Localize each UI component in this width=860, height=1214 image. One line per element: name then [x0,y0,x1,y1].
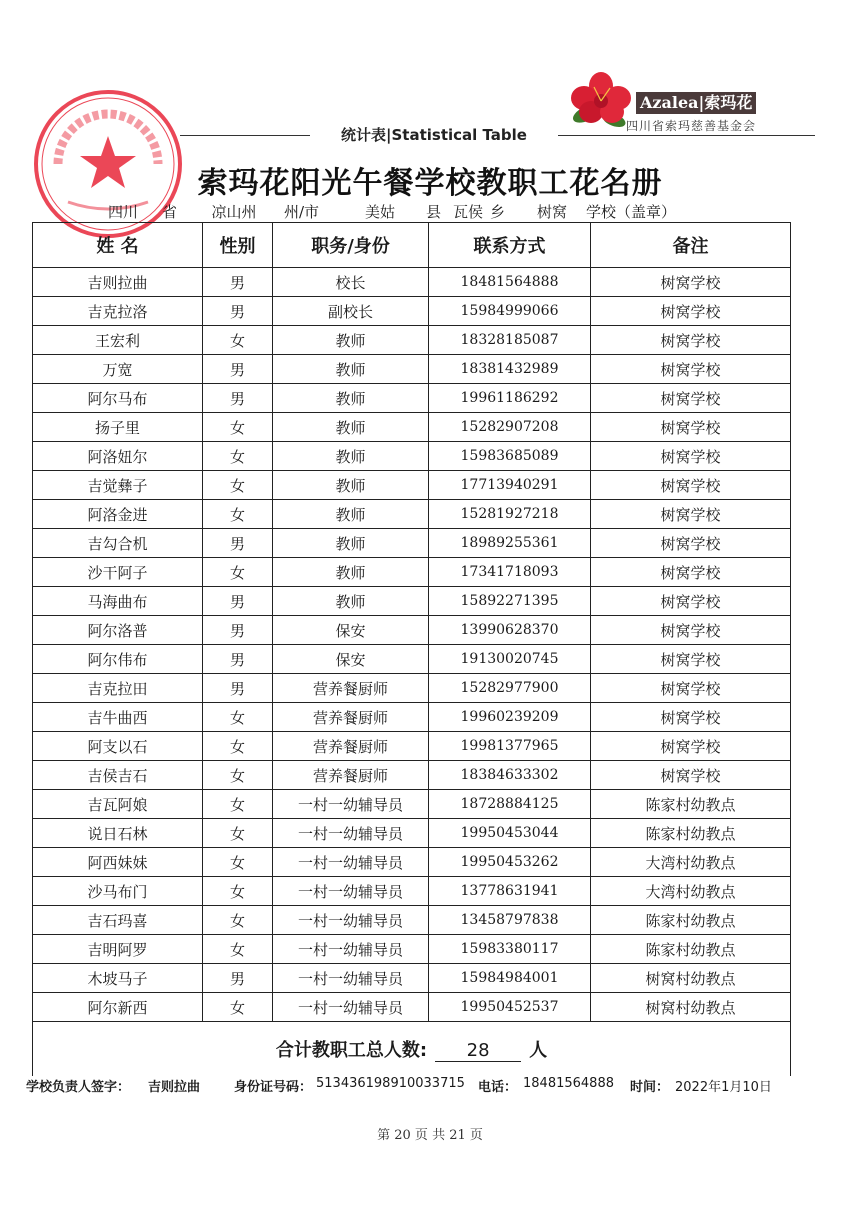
cell-position: 教师 [273,413,429,442]
school-field: 树窝 [520,201,584,223]
total-count: 28 [435,1040,521,1062]
cell-name: 吉石玛喜 [33,906,203,935]
cell-gender: 男 [203,384,273,413]
cell-name: 王宏利 [33,326,203,355]
cell-name: 阿洛金进 [33,500,203,529]
cell-contact: 15984999066 [429,297,591,326]
cell-position: 营养餐厨师 [273,761,429,790]
cell-name: 吉明阿罗 [33,935,203,964]
cell-gender: 男 [203,964,273,993]
phone-number: 18481564888 [523,1076,614,1091]
township-label: 乡 [490,203,506,221]
cell-contact: 15282977900 [429,674,591,703]
total-row [33,1022,791,1077]
cell-position: 营养餐厨师 [273,703,429,732]
cell-position: 一村一幼辅导员 [273,819,429,848]
table-row [33,471,791,500]
school-label: 学校（盖章） [586,203,677,221]
cell-gender: 女 [203,906,273,935]
signer-name: 吉则拉曲 [148,1080,201,1095]
cell-position: 一村一幼辅导员 [273,935,429,964]
table-row [33,442,791,471]
date-label: 时间： [630,1080,670,1095]
cell-position: 教师 [273,500,429,529]
cell-remarks: 树窝学校 [591,442,791,471]
table-row [33,384,791,413]
cell-name: 木坡马子 [33,964,203,993]
cell-remarks: 陈家村幼教点 [591,790,791,819]
table-row [33,703,791,732]
cell-position: 一村一幼辅导员 [273,877,429,906]
cell-gender: 女 [203,471,273,500]
cell-remarks: 树窝村幼教点 [591,993,791,1022]
cell-remarks: 大湾村幼教点 [591,848,791,877]
table-row [33,326,791,355]
cell-contact: 18989255361 [429,529,591,558]
cell-contact: 15983685089 [429,442,591,471]
id-number: 513436198910033715 [316,1076,465,1091]
signer-label: 学校负责人签字： [26,1080,131,1095]
cell-position: 副校长 [273,297,429,326]
table-row [33,558,791,587]
cell-name: 阿尔新西 [33,993,203,1022]
cell-name: 阿尔洛普 [33,616,203,645]
cell-contact: 18381432989 [429,355,591,384]
cell-name: 阿尔马布 [33,384,203,413]
cell-position: 教师 [273,326,429,355]
cell-contact: 18328185087 [429,326,591,355]
cell-contact: 15282907208 [429,413,591,442]
table-row [33,877,791,906]
prefecture-label: 州/市 [284,203,320,221]
cell-remarks: 树窝学校 [591,761,791,790]
cell-remarks: 树窝村幼教点 [591,964,791,993]
cell-remarks: 树窝学校 [591,587,791,616]
cell-name: 沙马布门 [33,877,203,906]
cell-remarks: 树窝学校 [591,674,791,703]
table-row [33,906,791,935]
cell-contact: 17341718093 [429,558,591,587]
cell-position: 教师 [273,558,429,587]
document-title: 索玛花阳光午餐学校教职工花名册 [197,166,663,201]
cell-name: 万宽 [33,355,203,384]
cell-name: 吉勾合机 [33,529,203,558]
cell-gender: 女 [203,761,273,790]
header-position: 职务/身份 [273,223,429,268]
cell-contact: 19960239209 [429,703,591,732]
cell-contact: 19950452537 [429,993,591,1022]
header-gender: 性别 [203,223,273,268]
table-row [33,413,791,442]
school-address-line [100,201,800,223]
cell-contact: 19981377965 [429,732,591,761]
signature-line [26,1076,826,1096]
cell-remarks: 树窝学校 [591,703,791,732]
table-row [33,268,791,297]
cell-remarks: 陈家村幼教点 [591,819,791,848]
table-row [33,819,791,848]
cell-remarks: 树窝学校 [591,268,791,297]
cell-name: 吉克拉洛 [33,297,203,326]
cell-position: 营养餐厨师 [273,674,429,703]
cell-name: 吉克拉田 [33,674,203,703]
cell-gender: 女 [203,500,273,529]
table-row [33,674,791,703]
cell-remarks: 树窝学校 [591,471,791,500]
cell-remarks: 陈家村幼教点 [591,906,791,935]
cell-remarks: 大湾村幼教点 [591,877,791,906]
cell-gender: 女 [203,993,273,1022]
cell-name: 阿西妹妹 [33,848,203,877]
cell-gender: 男 [203,355,273,384]
cell-gender: 男 [203,616,273,645]
cell-position: 保安 [273,645,429,674]
statistical-table-tab: 统计表|Statistical Table [310,122,558,148]
cell-remarks: 树窝学校 [591,616,791,645]
cell-name: 阿尔伟布 [33,645,203,674]
cell-contact: 13990628370 [429,616,591,645]
cell-position: 教师 [273,442,429,471]
cell-gender: 女 [203,558,273,587]
cell-contact: 15281927218 [429,500,591,529]
table-row [33,964,791,993]
cell-gender: 女 [203,413,273,442]
county-label: 县 [426,203,442,221]
cell-position: 一村一幼辅导员 [273,848,429,877]
cell-name: 吉侯吉石 [33,761,203,790]
cell-gender: 女 [203,935,273,964]
cell-position: 一村一幼辅导员 [273,906,429,935]
logo-foundation-name: 四川省索玛慈善基金会 [626,119,757,133]
prefecture-field: 凉山州 [196,201,272,223]
azalea-logo [566,70,788,140]
cell-contact: 13458797838 [429,906,591,935]
cell-contact: 15984984001 [429,964,591,993]
total-unit: 人 [529,1040,548,1061]
cell-remarks: 树窝学校 [591,297,791,326]
cell-contact: 18481564888 [429,268,591,297]
staff-roster-table [32,222,791,1076]
cell-remarks: 树窝学校 [591,645,791,674]
cell-position: 校长 [273,268,429,297]
phone-label: 电话： [478,1080,518,1095]
cell-gender: 男 [203,529,273,558]
cell-position: 营养餐厨师 [273,732,429,761]
cell-remarks: 树窝学校 [591,500,791,529]
cell-contact: 13778631941 [429,877,591,906]
table-row [33,500,791,529]
cell-name: 吉牛曲西 [33,703,203,732]
cell-name: 吉则拉曲 [33,268,203,297]
township-field: 瓦侯 [448,201,488,223]
id-label: 身份证号码： [234,1080,313,1095]
province-field: 四川 [100,201,146,223]
table-row [33,790,791,819]
cell-name: 阿支以石 [33,732,203,761]
cell-gender: 男 [203,297,273,326]
header-remarks: 备注 [591,223,791,268]
cell-gender: 女 [203,877,273,906]
county-field: 美姑 [336,201,424,223]
cell-contact: 17713940291 [429,471,591,500]
cell-name: 吉瓦阿娘 [33,790,203,819]
cell-contact: 19130020745 [429,645,591,674]
cell-name: 沙干阿子 [33,558,203,587]
table-header-row [33,223,791,268]
logo-brand-name: Azalea|索玛花 [636,92,756,114]
cell-name: 说日石林 [33,819,203,848]
cell-name: 吉觉彝子 [33,471,203,500]
table-row [33,993,791,1022]
cell-position: 一村一幼辅导员 [273,993,429,1022]
cell-remarks: 树窝学校 [591,732,791,761]
cell-gender: 女 [203,790,273,819]
cell-name: 阿洛妞尔 [33,442,203,471]
province-label: 省 [162,203,178,221]
cell-contact: 18384633302 [429,761,591,790]
total-label: 合计教职工总人数: [275,1040,428,1061]
cell-position: 教师 [273,529,429,558]
cell-contact: 19961186292 [429,384,591,413]
table-row [33,761,791,790]
total-cell [33,1022,791,1077]
cell-contact: 15983380117 [429,935,591,964]
cell-gender: 女 [203,326,273,355]
cell-position: 教师 [273,587,429,616]
cell-contact: 15892271395 [429,587,591,616]
cell-remarks: 树窝学校 [591,558,791,587]
table-row [33,848,791,877]
table-row [33,529,791,558]
cell-gender: 女 [203,442,273,471]
cell-name: 扬子里 [33,413,203,442]
table-row [33,732,791,761]
table-row [33,616,791,645]
cell-position: 教师 [273,384,429,413]
header-name: 姓 名 [33,223,203,268]
table-body [33,268,791,1022]
cell-gender: 男 [203,645,273,674]
cell-remarks: 树窝学校 [591,413,791,442]
table-row [33,587,791,616]
page-number: 第 20 页 共 21 页 [377,1128,483,1143]
cell-position: 一村一幼辅导员 [273,964,429,993]
cell-remarks: 树窝学校 [591,326,791,355]
cell-position: 教师 [273,355,429,384]
table-row [33,297,791,326]
cell-position: 教师 [273,471,429,500]
cell-gender: 男 [203,587,273,616]
cell-gender: 男 [203,674,273,703]
table-row [33,355,791,384]
cell-position: 保安 [273,616,429,645]
header-contact: 联系方式 [429,223,591,268]
cell-position: 一村一幼辅导员 [273,790,429,819]
cell-contact: 19950453044 [429,819,591,848]
cell-remarks: 陈家村幼教点 [591,935,791,964]
cell-gender: 女 [203,848,273,877]
table-row [33,645,791,674]
cell-remarks: 树窝学校 [591,529,791,558]
date-value: 2022年1月10日 [675,1080,772,1095]
cell-gender: 男 [203,268,273,297]
table-row [33,935,791,964]
cell-remarks: 树窝学校 [591,355,791,384]
cell-gender: 女 [203,732,273,761]
cell-remarks: 树窝学校 [591,384,791,413]
cell-gender: 女 [203,703,273,732]
cell-gender: 女 [203,819,273,848]
cell-name: 马海曲布 [33,587,203,616]
cell-contact: 19950453262 [429,848,591,877]
cell-contact: 18728884125 [429,790,591,819]
